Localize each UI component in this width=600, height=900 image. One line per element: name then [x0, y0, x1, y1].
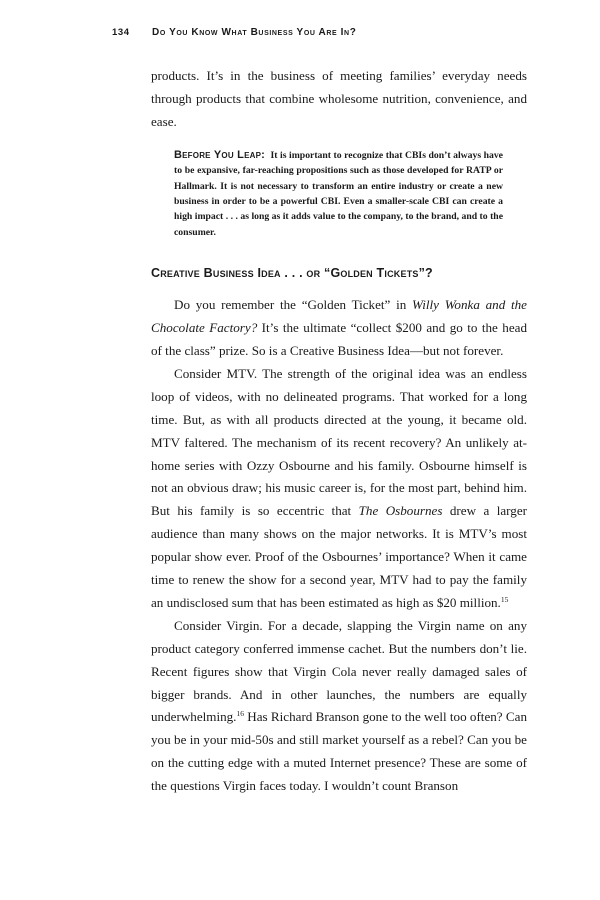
- footnote-ref-16[interactable]: 16: [236, 709, 244, 719]
- film-title: Willy Wonka and the Chocolate Factory?: [151, 297, 527, 336]
- callout-lead: Before You Leap:: [174, 148, 265, 161]
- before-you-leap-callout: [174, 148, 503, 240]
- footnote-ref-15[interactable]: 15: [500, 594, 509, 604]
- paragraph-text: drew a larger audience than many shows on the major networks. It is MTV’s most popular show ever. Proof of the Osbournes’ importance? When it came time to renew the show for a second year, MTV had to pay the family an undisclosed sum that has been estimated as high as $20 million.: [151, 503, 527, 610]
- paragraph-text: Has Richard Branson gone to the well too often? Can you be in your mid-50s and still market yourself as a rebel? Can you be on the cutting edge with a muted Internet presence? These are some of the questions Virgin faces today. I wouldn’t count Branson: [151, 709, 527, 794]
- paragraph-mtv: [151, 363, 527, 615]
- running-header: [112, 27, 356, 38]
- callout-text: It is important to recognize that CBIs don’t always have to be expansive, far-reaching propositions such as those developed for RATP or Hallmark. It is not necessary to transform an entire industry or create a new business in order to be a powerful CBI. Even a smaller-scale CBI can create a high impact . . . as long as it adds value to the company, to the brand, and to the consumer.: [174, 149, 503, 238]
- page-number: 134: [112, 27, 130, 38]
- page-body: [151, 65, 527, 798]
- running-title: Do You Know What Business You Are In?: [152, 27, 357, 38]
- paragraph-golden-ticket: [151, 294, 527, 363]
- show-title: The Osbournes: [358, 503, 443, 519]
- paragraph-text: Consider Virgin. For a decade, slapping the Virgin name on any product category conferred immense cachet. But the numbers don’t lie. Recent figures show that Virgin Cola never really damaged sales of bigger brands. And in other launches, the numbers are equally underwhelming.: [151, 617, 527, 725]
- paragraph-text: Do you remember the “Golden Ticket” in: [174, 297, 413, 313]
- paragraph-text: It’s the ultimate “collect $200 and go to the head of the class” prize. So is a Creative Business Idea—but not forever.: [151, 320, 527, 358]
- paragraph-virgin: [151, 615, 527, 798]
- paragraph-text: Consider MTV. The strength of the original idea was an endless loop of videos, with no delineated programs. That worked for a long time. But, as with all products directed at the young, it became old. MTV faltered. The mechanism of its recent recovery? An unlikely at-home series with Ozzy Osbourne and his family. Osbourne himself is not an obvious draw; his music career is, for the most part, behind him. But his family is so eccentric that: [151, 365, 527, 519]
- intro-paragraph: products. It’s in the business of meeting families’ everyday needs through products that combine wholesome nutrition, convenience, and ease.: [151, 68, 527, 129]
- section-heading: Creative Business Idea . . . or “Golden Tickets”?: [151, 266, 433, 281]
